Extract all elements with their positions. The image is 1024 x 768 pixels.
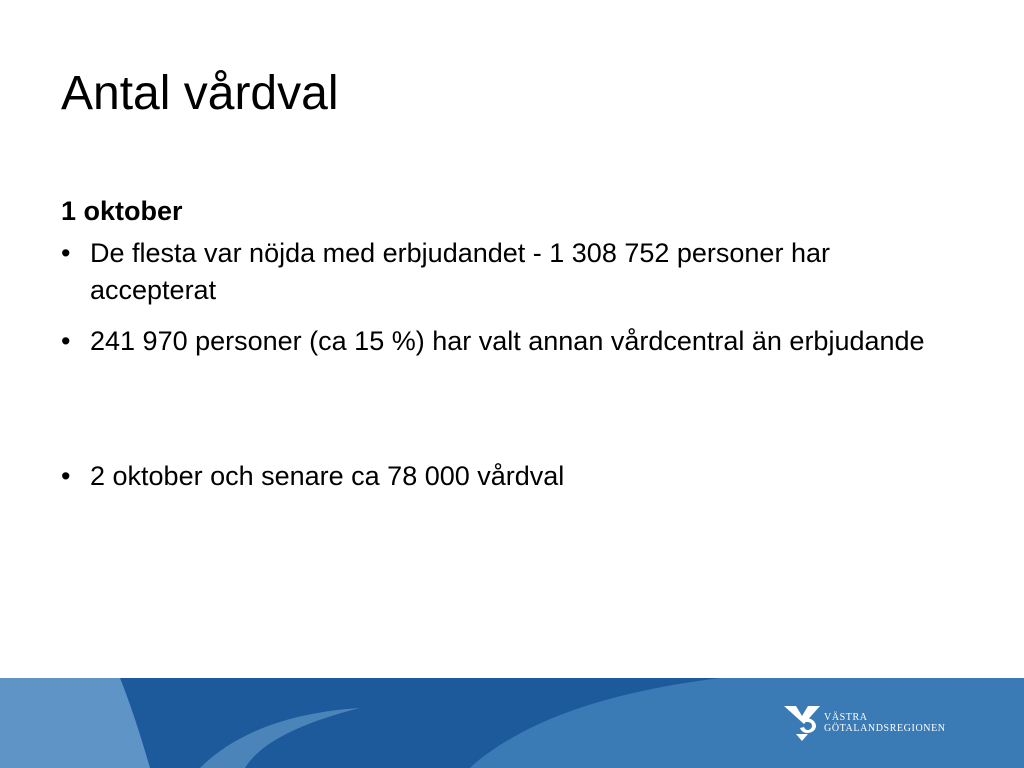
logo-line-2: GÖTALANDSREGIONEN <box>824 723 946 734</box>
bullet-item <box>61 235 961 309</box>
vgr-logo <box>782 704 946 742</box>
vgr-logo-icon <box>782 704 822 742</box>
bullet-item <box>61 458 961 495</box>
bullet-glyph: • <box>61 461 71 491</box>
logo-line-1: VÄSTRA <box>824 712 868 723</box>
bullet-text: 241 970 personer (ca 15 %) har valt annan vårdcentral än erbjudande <box>90 326 925 356</box>
bullet-glyph: • <box>61 326 71 356</box>
subheading: 1 oktober <box>61 196 183 226</box>
slide-title: Antal vårdval <box>61 67 339 120</box>
bullet-glyph: • <box>61 238 71 268</box>
slide-content <box>61 193 961 509</box>
vgr-logo-text <box>824 712 946 734</box>
bullet-item <box>61 323 961 360</box>
bullet-list <box>61 235 961 495</box>
footer-band <box>0 678 1024 768</box>
bullet-text: De flesta var nöjda med erbjudandet - 1 308 752 personer har accepterat <box>90 238 830 305</box>
bullet-text: 2 oktober och senare ca 78 000 vårdval <box>90 461 565 491</box>
